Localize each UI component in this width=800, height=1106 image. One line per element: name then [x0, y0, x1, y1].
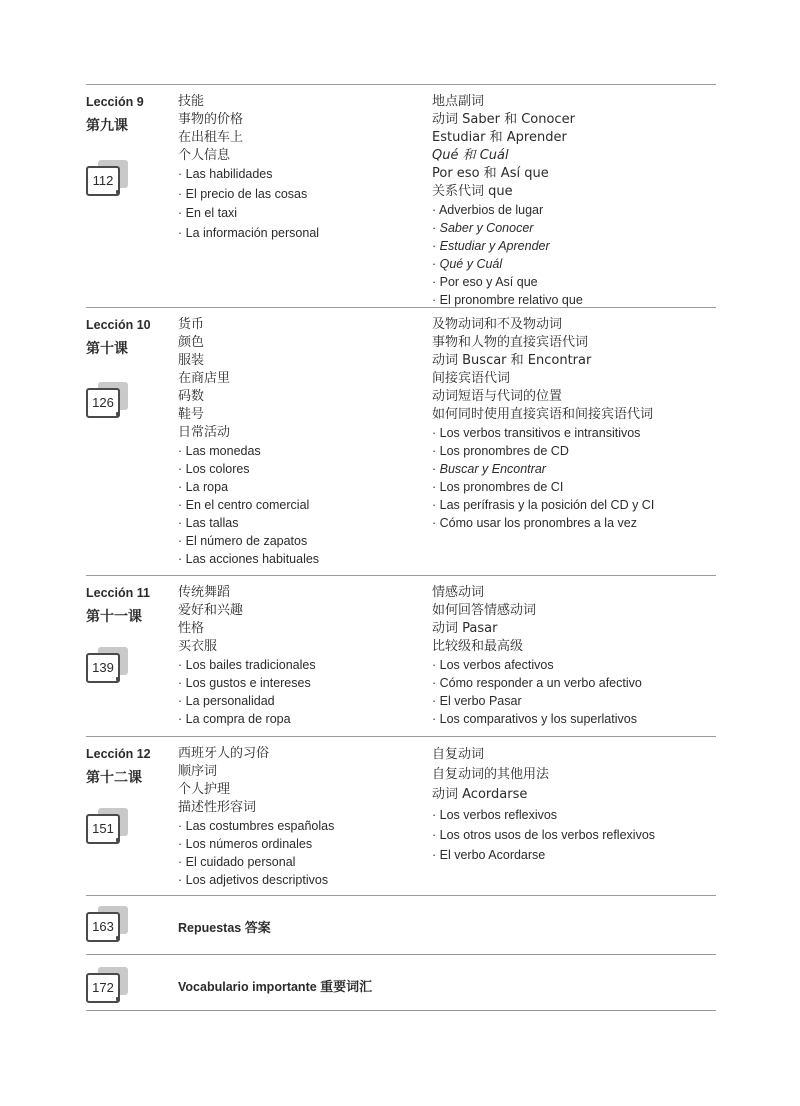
- grammar-es: · Por eso y Así que: [432, 275, 538, 289]
- topic-es: · Las costumbres españolas: [178, 819, 335, 833]
- grammar-es: · Los verbos transitivos e intransitivos: [432, 426, 641, 440]
- answers-link[interactable]: [178, 917, 271, 936]
- topic-es: · En el taxi: [178, 206, 238, 220]
- topic-es: · La ropa: [178, 480, 229, 494]
- topic-cn: 西班牙人的习俗: [178, 746, 270, 761]
- topic-cn: 描述性形容词: [178, 800, 257, 815]
- page-number-badge[interactable]: 139: [86, 647, 130, 685]
- grammar-column: [432, 745, 722, 865]
- topic-cn: 货币: [178, 317, 205, 332]
- topic-cn: 日常活动: [178, 425, 231, 440]
- topic-es: · El precio de las cosas: [178, 186, 308, 201]
- grammar-cn: 及物动词和不及物动词: [432, 317, 563, 332]
- topic-cn: 买衣服: [178, 639, 218, 654]
- grammar-es: · Qué y Cuál: [432, 257, 503, 271]
- grammar-cn: Por eso 和 Así que: [432, 166, 549, 181]
- grammar-cn: 比较级和最高级: [432, 639, 524, 654]
- topic-es: · Las tallas: [178, 516, 239, 530]
- vocabulary-link[interactable]: [178, 976, 372, 995]
- topic-cn: 性格: [178, 621, 205, 636]
- grammar-es: · El verbo Acordarse: [432, 848, 546, 862]
- topic-cn: 颜色: [178, 335, 205, 350]
- topic-es: · Los adjetivos descriptivos: [178, 873, 329, 887]
- answers-label-es: Repuestas: [178, 921, 242, 935]
- grammar-cn: 如何回答情感动词: [432, 603, 537, 618]
- table-of-contents: [86, 84, 716, 1011]
- vocabulary-label-es: Vocabulario importante: [178, 980, 317, 994]
- answers-label-cn: 答案: [244, 921, 271, 936]
- page-number-badge[interactable]: 163: [86, 906, 130, 944]
- vocabulary-row: [86, 954, 716, 1011]
- grammar-cn: 情感动词: [432, 585, 485, 600]
- grammar-cn: 地点副词: [432, 94, 485, 109]
- grammar-cn: 自复动词的其他用法: [432, 767, 550, 782]
- topic-cn: 在出租车上: [178, 130, 244, 145]
- grammar-es: · Adverbios de lugar: [432, 203, 544, 217]
- grammar-es: · Buscar y Encontrar: [432, 462, 546, 476]
- lesson-label: Lección 11: [86, 586, 150, 600]
- lesson-cn-label: 第九课: [86, 118, 128, 134]
- topic-es: · La compra de ropa: [178, 712, 291, 726]
- grammar-cn: 间接宾语代词: [432, 371, 511, 386]
- page-number-badge[interactable]: 151: [86, 808, 130, 846]
- grammar-column: [432, 316, 722, 532]
- topic-es: · El cuidado personal: [178, 855, 296, 869]
- grammar-es: · Los pronombres de CD: [432, 444, 569, 458]
- grammar-es: · Las perífrasis y la posición del CD y CI: [432, 498, 655, 512]
- grammar-cn: Qué 和 Cuál: [432, 148, 509, 163]
- grammar-cn: 动词 Acordarse: [432, 787, 528, 802]
- grammar-es: · Estudiar y Aprender: [432, 239, 550, 253]
- grammar-cn: 动词 Saber 和 Conocer: [432, 112, 575, 127]
- topics-column: [178, 316, 428, 568]
- lesson-row: [86, 736, 716, 895]
- answers-row: [86, 895, 716, 954]
- lesson-cn-label: 第十一课: [86, 609, 142, 625]
- grammar-cn: 事物和人物的直接宾语代词: [432, 335, 589, 350]
- lesson-row: [86, 84, 716, 307]
- page-number-badge[interactable]: 112: [86, 160, 130, 198]
- page-number-badge[interactable]: 126: [86, 382, 130, 420]
- lesson-cn-label: 第十课: [86, 341, 128, 357]
- grammar-es: · Los otros usos de los verbos reflexivos: [432, 828, 656, 842]
- vocabulary-label-cn: 重要词汇: [320, 980, 373, 995]
- lesson-label: Lección 12: [86, 747, 151, 761]
- grammar-es: · Cómo responder a un verbo afectivo: [432, 676, 642, 690]
- grammar-cn: Estudiar 和 Aprender: [432, 130, 567, 145]
- topic-es: · El número de zapatos: [178, 534, 308, 548]
- topics-column: [178, 584, 428, 728]
- topic-es: · En el centro comercial: [178, 498, 310, 512]
- topic-es: · Los colores: [178, 462, 250, 476]
- grammar-es: · Los verbos reflexivos: [432, 808, 558, 822]
- topic-cn: 个人护理: [178, 782, 231, 797]
- topics-column: [178, 745, 428, 889]
- grammar-cn: 动词 Buscar 和 Encontrar: [432, 353, 592, 368]
- topic-es: · La información personal: [178, 225, 320, 240]
- topic-cn: 在商店里: [178, 371, 231, 386]
- lesson-row: [86, 307, 716, 575]
- topic-cn: 事物的价格: [178, 112, 244, 127]
- topic-cn: 码数: [178, 389, 205, 404]
- grammar-es: · Cómo usar los pronombres a la vez: [432, 516, 637, 530]
- topic-cn: 服装: [178, 353, 205, 368]
- topic-cn: 爱好和兴趣: [178, 603, 244, 618]
- topic-es: · Las acciones habituales: [178, 552, 320, 566]
- grammar-es: · Los pronombres de CI: [432, 480, 564, 494]
- grammar-es: · Saber y Conocer: [432, 221, 534, 235]
- lesson-label: Lección 9: [86, 95, 144, 109]
- grammar-cn: 如何同时使用直接宾语和间接宾语代词: [432, 407, 654, 422]
- grammar-es: · El pronombre relativo que: [432, 293, 583, 307]
- topics-column: [178, 93, 428, 243]
- topic-cn: 技能: [178, 94, 205, 109]
- topic-cn: 顺序词: [178, 764, 218, 779]
- grammar-cn: 动词 Pasar: [432, 621, 498, 636]
- lesson-row: [86, 575, 716, 736]
- topic-es: · Las habilidades: [178, 167, 273, 181]
- page-number-badge[interactable]: 172: [86, 967, 130, 1005]
- grammar-cn: 自复动词: [432, 747, 485, 762]
- topic-es: · Los gustos e intereses: [178, 676, 311, 690]
- grammar-es: · El verbo Pasar: [432, 694, 522, 708]
- topic-es: · La personalidad: [178, 694, 275, 708]
- lesson-cn-label: 第十二课: [86, 770, 142, 786]
- grammar-cn: 关系代词 que: [432, 184, 513, 199]
- topic-es: · Los bailes tradicionales: [178, 658, 316, 672]
- grammar-column: [432, 93, 722, 309]
- lesson-label: Lección 10: [86, 318, 151, 332]
- topic-es: · Las monedas: [178, 444, 261, 458]
- grammar-cn: 动词短语与代词的位置: [432, 389, 563, 404]
- grammar-es: · Los verbos afectivos: [432, 658, 554, 672]
- topic-cn: 个人信息: [178, 148, 231, 163]
- topic-es: · Los números ordinales: [178, 837, 313, 851]
- grammar-column: [432, 584, 722, 728]
- topic-cn: 传统舞蹈: [178, 585, 231, 600]
- topic-cn: 鞋号: [178, 407, 205, 422]
- grammar-es: · Los comparativos y los superlativos: [432, 712, 637, 726]
